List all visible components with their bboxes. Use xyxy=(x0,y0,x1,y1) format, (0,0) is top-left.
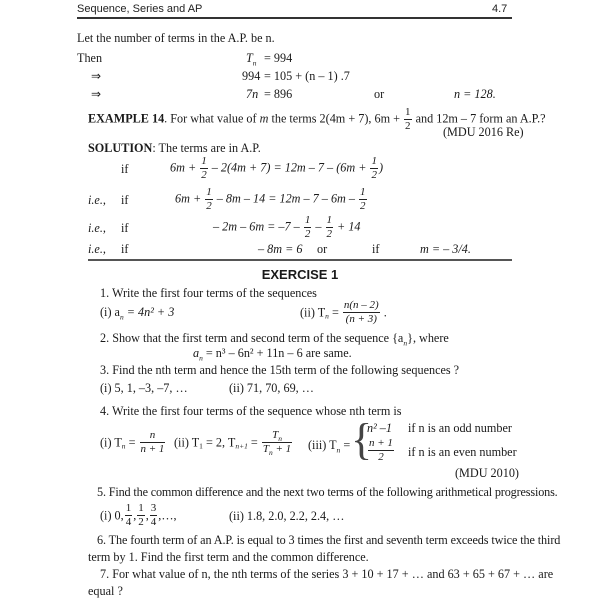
question-4-part-i: (i) $T_n$ = $\frac{n}{n + 1}$ xyxy=(100,429,165,455)
equation-result: n = 128. xyxy=(454,87,496,101)
question-5: 5. Find the common difference and the next two terms of the following arithmetical progressions. xyxy=(97,485,558,499)
exercise-heading: EXERCISE 1 xyxy=(261,267,339,282)
question-7-line-1: 7. For what value of n, the nth terms of the series 3 + 10 + 17 + … and 63 + 65 + 67 + … are xyxy=(100,567,554,581)
case-2-condition: if n is an even number xyxy=(408,445,517,459)
question-4-part-ii: (ii) $T_1 = 2$, $T_{n+1}$ = $\frac{T_n}{T_n + 1}$ xyxy=(174,429,292,458)
ie-label: i.e., xyxy=(88,242,106,256)
question-5-part-ii: (ii) 1.8, 2.0, 2.2, 2.4, … xyxy=(229,509,345,523)
running-header-title: Sequence, Series and AP xyxy=(77,3,203,15)
solution-line-4: – 8m = 6 xyxy=(258,242,303,256)
question-6-line-1: 6. The fourth term of an A.P. is equal to 3 times the first and seventh term exceeds twice the third xyxy=(97,533,561,547)
left-brace: { xyxy=(351,415,373,464)
equation-rhs: = 105 + (n – 1) .7 xyxy=(264,69,350,83)
example-source: (MDU 2016 Re) xyxy=(443,125,524,139)
equation-rhs: = 994 xyxy=(264,51,293,65)
example-14-statement: EXAMPLE 14. For what value of m the terms 2(4m + 7), 6m + $\frac{1}{2}$ and 12m – 7 form an A.P.? xyxy=(88,106,546,132)
page-number: 4.7 xyxy=(492,3,508,15)
question-3-part-ii: (ii) 71, 70, 69, … xyxy=(229,381,314,395)
question-4-part-iii-label: (iii) $T_n$ = xyxy=(308,438,351,455)
question-1: 1. Write the first four terms of the sequences xyxy=(100,286,317,300)
question-3: 3. Find the nth term and hence the 15th term of the following sequences ? xyxy=(100,363,460,377)
question-4-source: (MDU 2010) xyxy=(455,466,519,480)
equation-lhs: $T_n$ xyxy=(246,51,257,68)
if-label: if xyxy=(121,162,129,176)
if-label: if xyxy=(121,221,129,235)
case-1-expression: n² –1 xyxy=(367,421,392,435)
question-5-part-i: (i) 0, $\frac{1}{4}$ , $\frac{1}{2}$ , $\frac{3}{4}$ ,…, xyxy=(100,502,177,528)
fraction: $\frac{1}{2}$ xyxy=(405,106,411,132)
implies-arrow: ⇒ xyxy=(91,87,102,101)
solution-result: m = – 3/4. xyxy=(420,242,471,256)
or-text: or xyxy=(374,87,385,101)
ie-label: i.e., xyxy=(88,221,106,235)
question-7-line-2: equal ? xyxy=(88,584,123,598)
if-label: if xyxy=(372,242,380,256)
question-1-part-i: (i) $a_n = 4n^2 + 3$ xyxy=(100,305,175,322)
then-label: Then xyxy=(77,51,103,65)
question-4: 4. Write the first four terms of the sequence whose nth term is xyxy=(100,404,402,418)
case-1-condition: if n is an odd number xyxy=(408,421,512,435)
if-label: if xyxy=(121,193,129,207)
equation-rhs: = 896 xyxy=(264,87,293,101)
or-text: or xyxy=(317,242,328,256)
solution-line-3: – 2m – 6m = –7 – $\frac{1}{2}$ – $\frac{1}{2}$ + 14 xyxy=(213,214,361,240)
if-label: if xyxy=(121,242,129,256)
solution-line-1: 6m + $\frac{1}{2}$ – 2(4m + 7) = 12m – 7 – (6m + $\frac{1}{2}$ ) xyxy=(170,155,384,181)
header-rule xyxy=(77,17,512,19)
solution-intro: SOLUTION: The terms are in A.P. xyxy=(88,141,261,155)
section-divider xyxy=(88,259,512,261)
implies-arrow: ⇒ xyxy=(91,69,102,83)
prelude-line: Let the number of terms in the A.P. be n. xyxy=(77,31,275,45)
equation-lhs: 994 xyxy=(242,69,261,83)
ie-label: i.e., xyxy=(88,193,106,207)
case-2-expression: $\frac{n + 1}{2}$ xyxy=(369,437,393,463)
question-6-line-2: term by 1. Find the first term and the common difference. xyxy=(88,550,369,564)
question-1-part-ii: (ii) $T_n$ = $\frac{n(n - 2)}{(n + 3)}$ . xyxy=(300,299,387,325)
question-3-part-i: (i) 5, 1, –3, –7, … xyxy=(100,381,188,395)
equation-lhs: 7n xyxy=(246,87,259,101)
question-2: 2. Show that the first term and second term of the sequence $\{a_n\}$, where xyxy=(100,331,449,348)
solution-line-2: 6m + $\frac{1}{2}$ – 8m – 14 = 12m – 7 – 6m – $\frac{1}{2}$ xyxy=(175,186,366,212)
question-2-formula: $a_n = n^3 - 6n^2 + 11n - 6$ are same. xyxy=(193,346,352,363)
